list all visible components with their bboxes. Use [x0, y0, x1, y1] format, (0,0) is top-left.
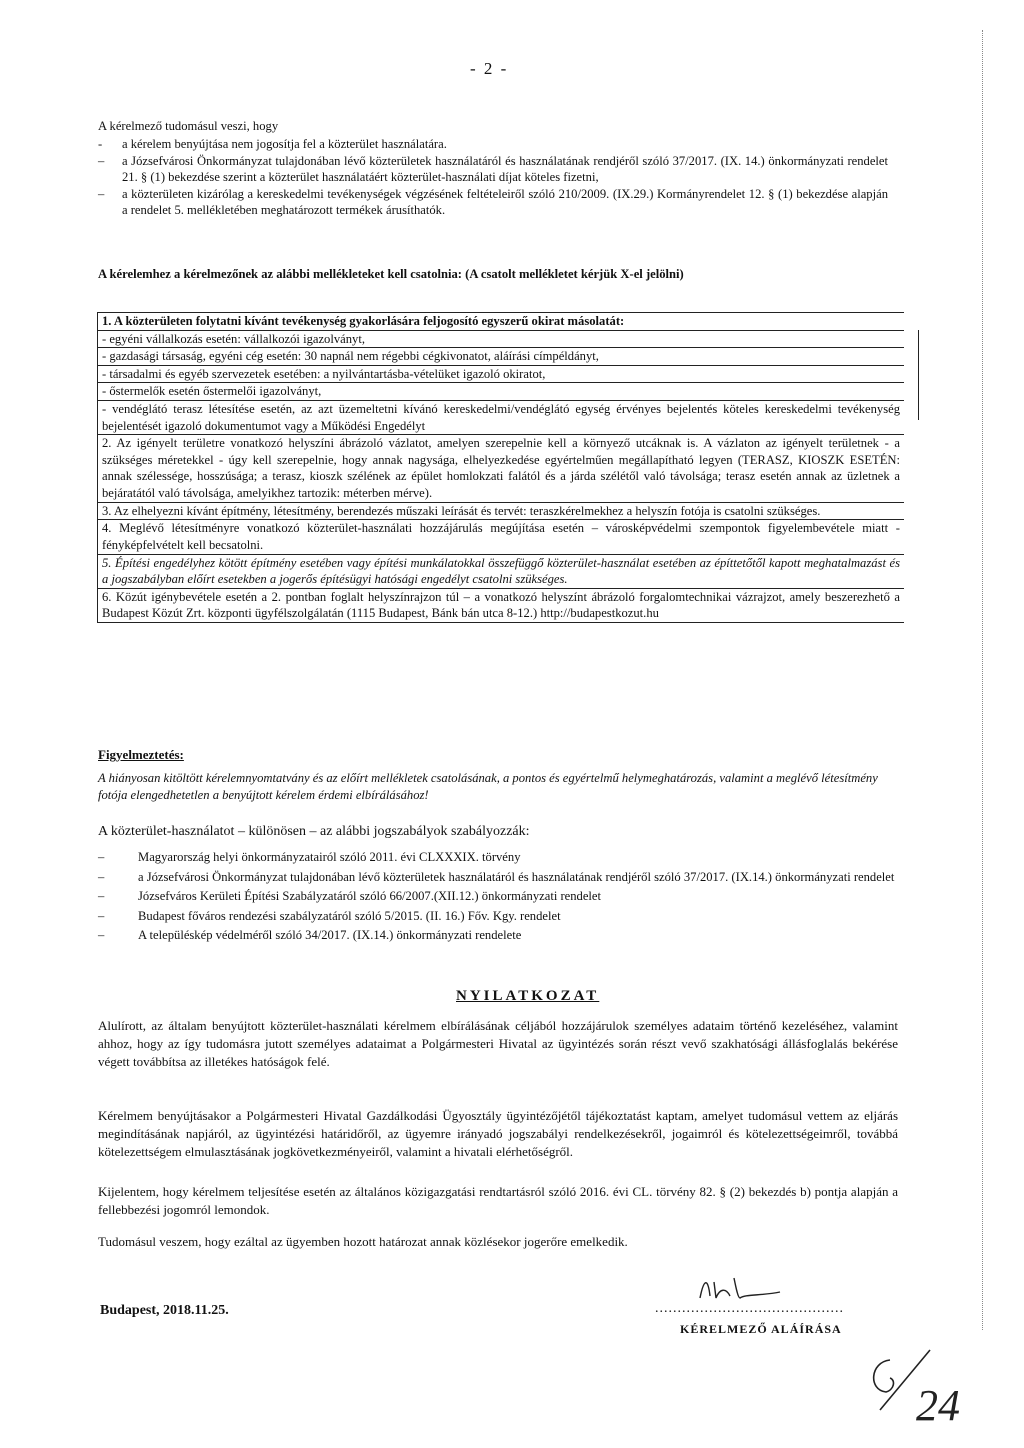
- intro-item: - a kérelem benyújtása nem jogosítja fel a közterület használatára.: [98, 137, 447, 151]
- attachment-item-3: 3. Az elhelyezni kívánt építmény, létesítmény, berendezés műszaki leírását és tervét: teraszkérelmekhez a helyszín fotója is csatolni szükséges.: [98, 502, 904, 520]
- warning-text: A hiányosan kitöltött kérelemnyomtatvány és az előírt mellékletek csatolásának, a pontos és egyértelmű helymeghatározás, valamint a meglévő létesítmény fotója elengedhetetlen a benyújtott kérelem érdemi elbírálásához!: [98, 771, 878, 802]
- attachment-subitem: - társadalmi és egyéb szervezetek esetében: a nyilvántartásba-vételüket igazoló okiratot,: [98, 365, 904, 383]
- attachment-item-6: 6. Közút igénybevétele esetén a 2. pontban foglalt helyszínrajzon túl – a vonatkozó helyszínt ábrázoló forgalomtechnikai vázrajzot, amely beszerezhető a Budapest Közút Zrt. központi ügyfélszolgálatán (1115 Budapest, Bánk bán utca 8-12.) http://budapestkozut.hu: [98, 588, 904, 622]
- scan-edge-line: [982, 30, 983, 1330]
- handwritten-page-mark: [850, 1340, 990, 1430]
- attachment-subitem: - őstermelők esetén őstermelői igazolványt,: [98, 382, 904, 400]
- page-mark-text: 24: [916, 1381, 960, 1430]
- law-item: – Magyarország helyi önkormányzatairól szóló 2011. évi CLXXXIX. törvény: [98, 850, 521, 864]
- declaration-paragraph-information: Kérelmem benyújtásakor a Polgármesteri Hivatal Gazdálkodási Ügyosztály ügyintézőjétől tájékoztatást kaptam, amelyet tudomásul vettem az eljárás megindításának napjáról, az ügyintézési határidőről, az ügyemre irányadó jogszabályi rendelkezésekről, jogaimról és kötelezettségeimről, továbbá kötelezettségem elmulasztásának jogkövetkezményeiről, valamint a hivatali elérhetőségről.: [98, 1108, 898, 1160]
- declaration-paragraph-waiver: Kijelentem, hogy kérelmem teljesítése esetén az általános közigazgatási rendtartásról szóló 2016. évi CL. törvény 82. § (2) bekezdés b) pontja alapján a fellebbezési jogomról lemondok.: [98, 1184, 898, 1218]
- intro-list: [98, 136, 888, 219]
- intro-title: A kérelmező tudomásul veszi, hogy: [98, 119, 279, 133]
- declaration-title: NYILATKOZAT: [456, 988, 600, 1004]
- signature-label: KÉRELMEZŐ ALÁÍRÁSA: [680, 1322, 842, 1336]
- attachment-subitem: - egyéni vállalkozás esetén: vállalkozói igazolványt,: [98, 330, 904, 348]
- attachments-intro: A kérelemhez a kérelmezőnek az alábbi mellékleteket kell csatolnia: (A csatolt mellékletet kérjük X-el jelölni): [98, 267, 684, 281]
- laws-list: [98, 849, 898, 947]
- declaration-paragraph-finality: Tudomásul veszem, hogy ezáltal az ügyemben hozott határozat annak közlésekor jogerőre emelkedik.: [98, 1234, 628, 1249]
- attachment-item-2: 2. Az igényelt területre vonatkozó helyszíni ábrázoló vázlatot, amelyen szerepelnie kell a környező utcáknak is. A vázlaton az igényelt területnek - a szükséges méretekkel - úgy kell szerepelnie, hogy annak nagysága, elhelyezkedése egyértelműen megállapítható legyen (TERASZ, KIOSZK ESETÉN: annak szélessége, hosszúsága; a terasz, kioszk szélének az épület homlokzati falától és a járda szélétől való távolsága; terasz esetén annak az üzletnek a bejáratától való távolsága, amelyikhez tartozik: méterben mérve).: [98, 434, 904, 501]
- signature-line: ..........................................: [655, 1301, 844, 1316]
- attachment-subitem: - gazdasági társaság, egyéni cég esetén: 30 napnál nem régebbi cégkivonatot, aláírási címpéldányt,: [98, 347, 904, 365]
- intro-item: – a közterületen kizárólag a kereskedelmi tevékenységek végzésének feltételeiről szóló 210/2009. (IX.29.) Kormányrendelet 12. § (1) bekezdése alapján a rendelet 5. mellékletében meghatározott termékek árusíthatók.: [98, 186, 888, 218]
- laws-intro: A közterület-használatot – különösen – az alábbi jogszabályok szabályozzák:: [98, 824, 530, 839]
- declaration-paragraph-consent: Alulírott, az általam benyújtott közterület-használati kérelmem elbírálásának céljából hozzájárulok személyes adataim történő kezeléséhez, valamint ahhoz, hogy az így tudomásra jutott személyes adataimat a Polgármesteri Hivatal az ügyintézés során részt vevő szakhatósági állásfoglalás bekérése végett továbbítsa az illetékes hatóságok felé.: [98, 1018, 898, 1070]
- attachments-table: [97, 312, 904, 623]
- law-item: – A településkép védelméről szóló 34/2017. (IX.14.) önkormányzati rendelete: [98, 928, 522, 943]
- attachment-subitem: - vendéglátó terasz létesítése esetén, az azt üzemeltetni kívánó kereskedelmi/vendéglátó egység érvényes bejelentés köteles kereskedelmi tevékenység bejelentését igazoló dokumentumot vagy a Működési Engedélyt: [98, 400, 904, 434]
- page-number: - 2 -: [470, 59, 509, 78]
- table-right-rule: [918, 330, 919, 420]
- attachment-item-5: 5. Építési engedélyhez kötött építmény esetében vagy építési munkálatokkal összefüggő közterület-használat esetében az építtetőtől kapott meghatalmazást és a jogszabályban előírt esetekben a jogerős építésügyi hatósági engedélyt csatolni szükséges.: [98, 554, 904, 588]
- law-item: – Budapest főváros rendezési szabályzatáról szóló 5/2015. (II. 16.) Főv. Kgy. rendelet: [98, 908, 561, 923]
- warning-title: Figyelmeztetés:: [98, 747, 184, 762]
- attachment-item-1: 1. A közterületen folytatni kívánt tevékenység gyakorlására feljogosító egyszerű okirat másolatát:: [98, 312, 904, 330]
- law-item: – Józsefváros Kerületi Építési Szabályzatáról szóló 66/2007.(XII.12.) önkormányzati rendelet: [98, 889, 602, 904]
- law-item: – a Józsefvárosi Önkormányzat tulajdonában lévő közterületek használatáról és használatának rendjéről szóló 37/2017. (IX.14.) önkormányzati rendelet: [98, 869, 895, 884]
- intro-item: – a Józsefvárosi Önkormányzat tulajdonában lévő közterületek használatáról és használatának rendjéről szóló 37/2017. (IX. 14.) önkormányzati rendelet 21. § (1) bekezdése szerint a közterület használatáért közterület-használati díjat köteles fizetni,: [98, 153, 888, 185]
- place-date: Budapest, 2018.11.25.: [100, 1303, 229, 1318]
- attachment-item-4: 4. Meglévő létesítményre vonatkozó közterület-használati hozzájárulás megújítása esetén – városképvédelmi szempontok figyelembevétele miatt - fényképfelvételt kell becsatolni.: [98, 519, 904, 553]
